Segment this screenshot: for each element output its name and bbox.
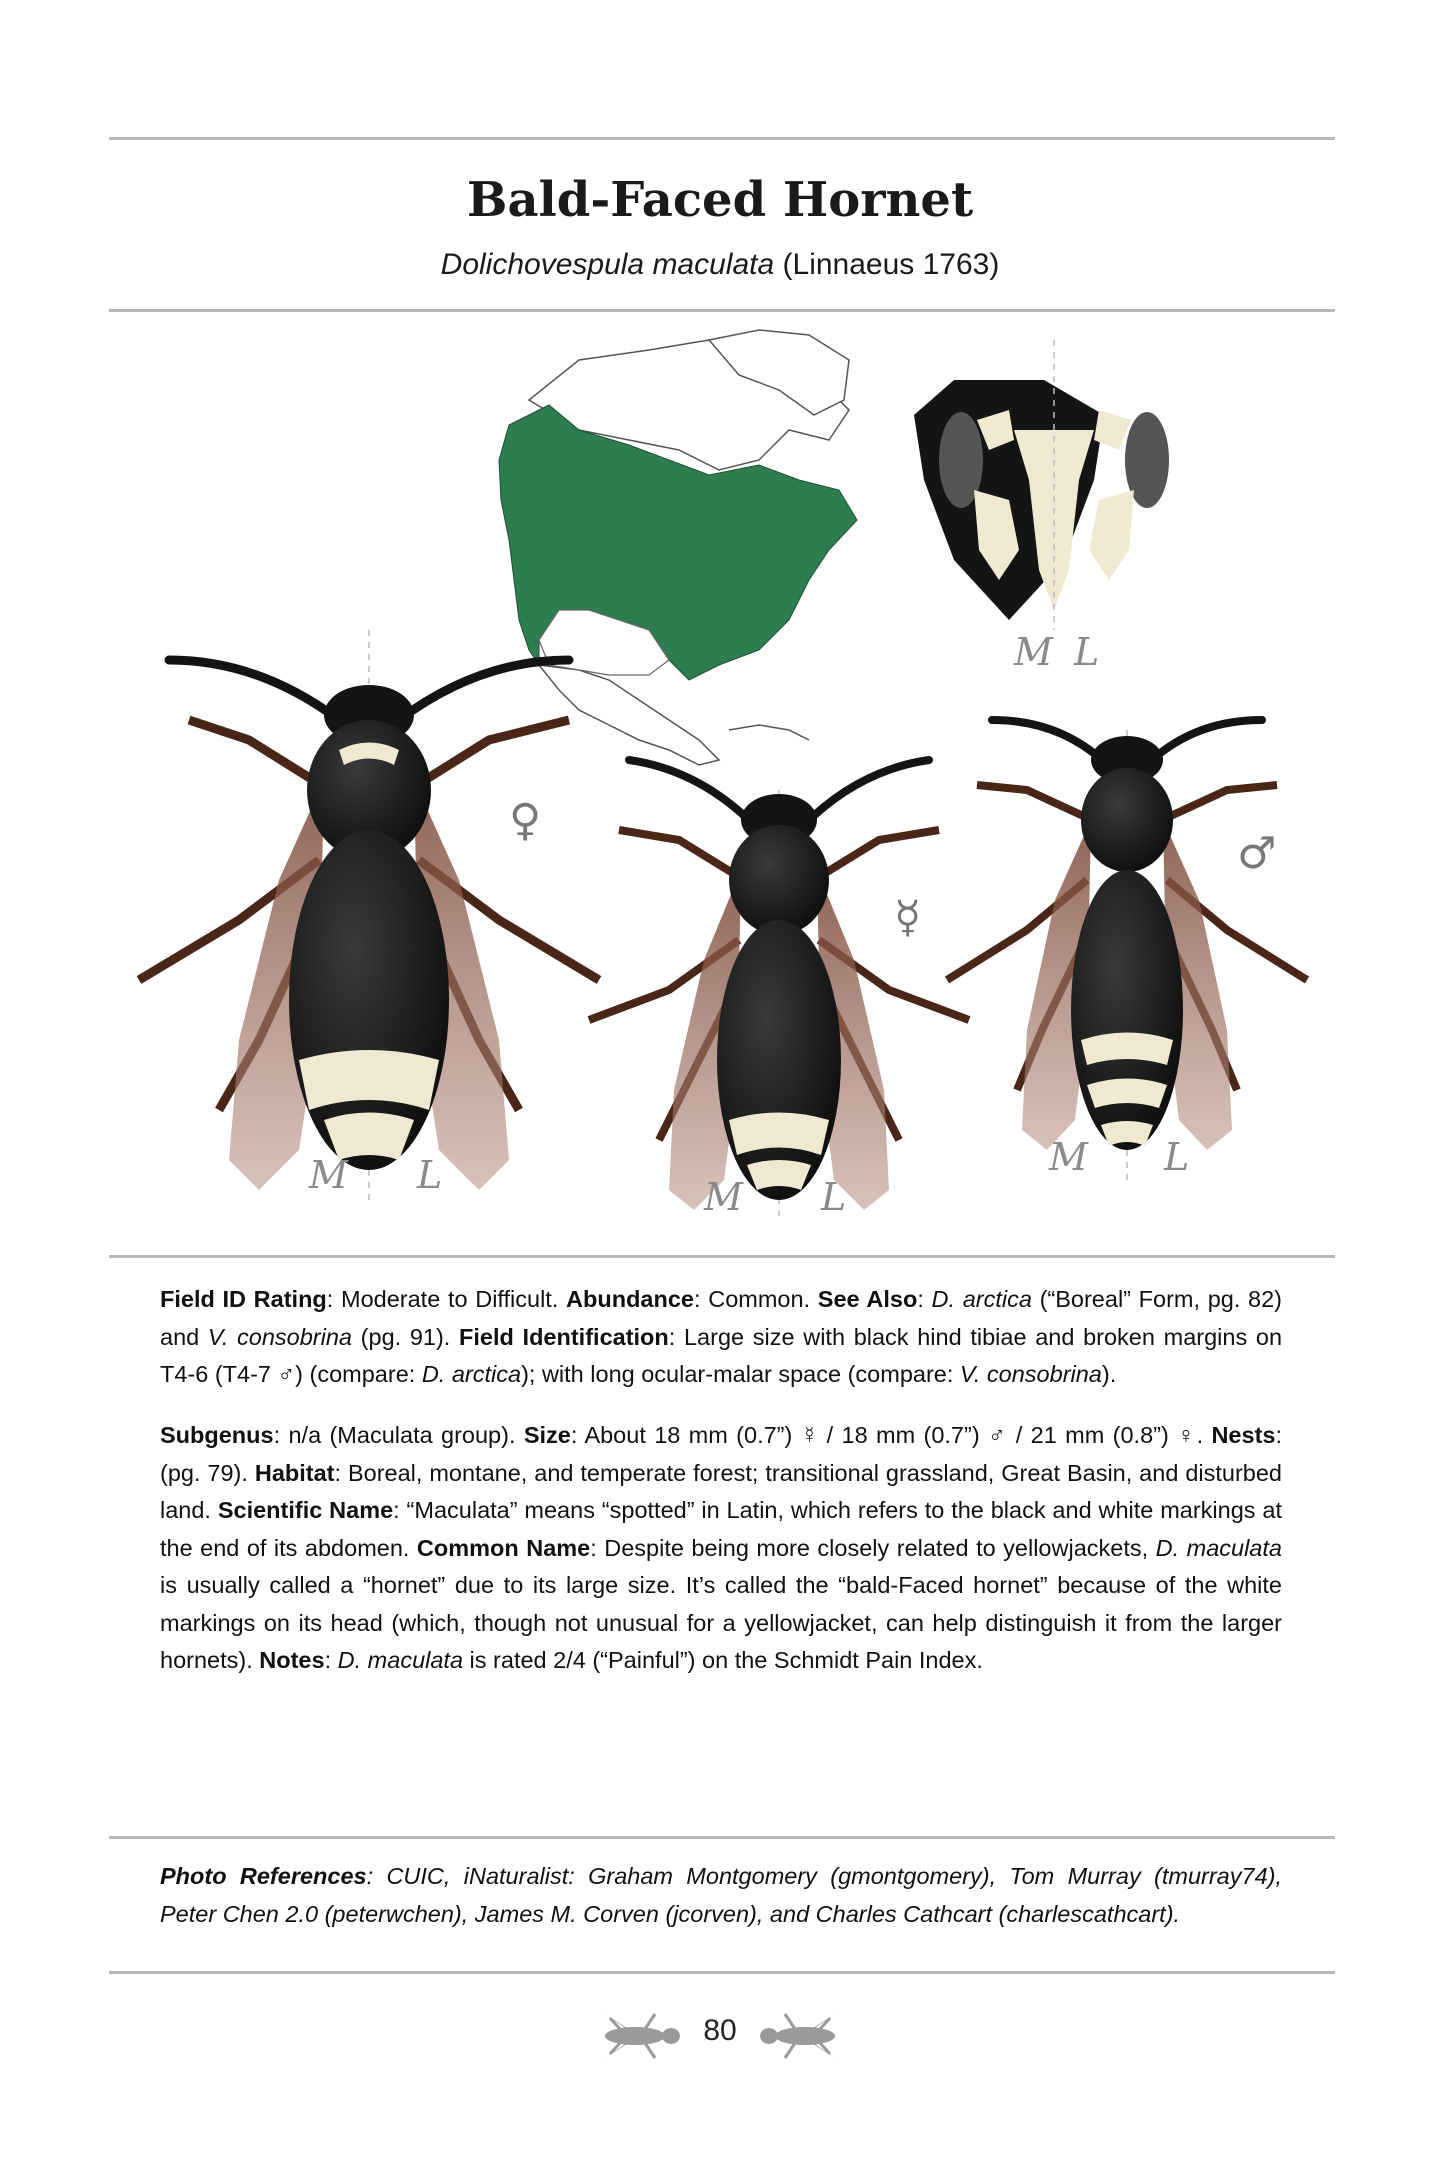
notes-value: is rated 2/4 (“Painful”) on the Schmidt Pain Index. bbox=[463, 1647, 983, 1673]
figure-rule bbox=[109, 1255, 1335, 1258]
species-illustration bbox=[109, 320, 1335, 1240]
habitat-value: : Boreal, montane, and temperate forest; transitional grassland, Great Basin, and disturbed land. bbox=[160, 1459, 1282, 1523]
face-lateral-label: L bbox=[1074, 630, 1100, 674]
notes-label: Notes bbox=[259, 1647, 325, 1673]
field-id-paragraph bbox=[160, 1281, 1282, 1394]
queen-illustration bbox=[139, 630, 599, 1200]
scientific-name-value: : “Maculata” means “spotted” in Latin, which refers to the black and white markings at the end of its abdomen. bbox=[160, 1497, 1282, 1561]
abundance-label: Abundance bbox=[566, 1286, 695, 1312]
subgenus-value: : n/a (Maculata group). bbox=[273, 1422, 524, 1448]
worker-medial-label: M bbox=[704, 1175, 743, 1219]
common-name-text-1: : Despite being more closely related to yellowjackets, bbox=[590, 1534, 1156, 1561]
see-also-colon: : bbox=[917, 1286, 932, 1312]
see-also-end: (pg. 91). bbox=[352, 1323, 460, 1350]
common-name-species: D. maculata bbox=[1155, 1534, 1282, 1561]
references-rule bbox=[109, 1836, 1335, 1839]
field-ident-text-3: ). bbox=[1101, 1361, 1117, 1387]
footer-rule bbox=[109, 1971, 1335, 1974]
title-rule bbox=[109, 309, 1335, 312]
face-illustration bbox=[914, 340, 1169, 630]
field-ident-text-1: : Large size with black hind tibiae and broken margins on T4-6 (T4-7 ♂) (compare: bbox=[160, 1323, 1283, 1387]
nests-value: : (pg. 79). bbox=[160, 1422, 1282, 1486]
see-also-species-2: V. consobrina bbox=[207, 1323, 352, 1350]
see-also-species-1: D. arctica bbox=[931, 1286, 1032, 1312]
scientific-name-label: Scientific Name bbox=[217, 1497, 394, 1523]
references-text: : CUIC, iNaturalist: Graham Montgomery (gmontgomery), Tom Murray (tmurray74), Peter Chen 2.0 (peterwchen), James M. Corven (jcorven), and Charles Cathcart (charlescathcart). bbox=[160, 1863, 1282, 1927]
notes-colon: : bbox=[324, 1647, 338, 1673]
male-lateral-label: L bbox=[1164, 1135, 1190, 1179]
authority: (Linnaeus 1763) bbox=[782, 248, 1000, 281]
common-name-text-2: is usually called a “hornet” due to its large size. It’s called the “bald-Faced hornet” because of the white markings on its head (which, though not unusual for a yellowjacket, can help distinguish it from the larger hornets). bbox=[160, 1572, 1282, 1673]
size-label: Size bbox=[523, 1422, 571, 1448]
map-outline-mexico bbox=[539, 665, 719, 765]
common-name-label: Common Name bbox=[416, 1534, 591, 1561]
photo-references bbox=[160, 1857, 1282, 1933]
nests-label: Nests bbox=[1211, 1422, 1276, 1448]
field-ident-species-2: V. consobrina bbox=[959, 1361, 1102, 1387]
subgenus-label: Subgenus bbox=[160, 1422, 274, 1448]
queen-medial-label: M bbox=[309, 1153, 348, 1197]
face-medial-label: M bbox=[1014, 630, 1053, 674]
caribbean bbox=[729, 725, 809, 740]
references-label: Photo References bbox=[160, 1863, 367, 1889]
rating-label: Field ID Rating bbox=[160, 1286, 327, 1312]
field-ident-species-1: D. arctica bbox=[421, 1361, 522, 1387]
wasp-left-icon bbox=[605, 2014, 680, 2058]
see-also-mid: (“Boreal” Form, pg. 82) and bbox=[160, 1286, 1282, 1350]
page-title: Bald-Faced Hornet bbox=[466, 172, 974, 228]
queen-lateral-label: L bbox=[417, 1153, 443, 1197]
male-symbol: ♂ bbox=[1237, 828, 1277, 879]
size-value: : About 18 mm (0.7”) ☿ / 18 mm (0.7”) ♂ / 21 mm (0.8”) ♀. bbox=[570, 1422, 1212, 1448]
male-illustration bbox=[947, 720, 1307, 1180]
details-paragraph bbox=[160, 1417, 1282, 1680]
field-ident-text-2: ); with long ocular-malar space (compare: bbox=[521, 1361, 960, 1387]
notes-species: D. maculata bbox=[337, 1647, 464, 1673]
range-map bbox=[499, 330, 857, 765]
see-also-label: See Also bbox=[817, 1286, 918, 1312]
scientific-name: Dolichovespula maculata bbox=[440, 248, 775, 281]
habitat-label: Habitat bbox=[254, 1459, 335, 1486]
page-number: 80 bbox=[703, 2014, 737, 2047]
rating-value: : Moderate to Difficult. bbox=[326, 1286, 567, 1312]
species-subtitle bbox=[0, 248, 1440, 282]
male-medial-label: M bbox=[1049, 1135, 1088, 1179]
top-rule bbox=[109, 137, 1335, 140]
wasp-right-icon bbox=[760, 2014, 835, 2058]
worker-illustration bbox=[589, 760, 969, 1220]
abundance-value: : Common. bbox=[694, 1286, 818, 1312]
worker-symbol: ☿ bbox=[894, 892, 922, 943]
field-ident-label: Field Identification bbox=[459, 1323, 669, 1350]
worker-lateral-label: L bbox=[821, 1175, 847, 1219]
queen-symbol: ♀ bbox=[509, 795, 542, 846]
